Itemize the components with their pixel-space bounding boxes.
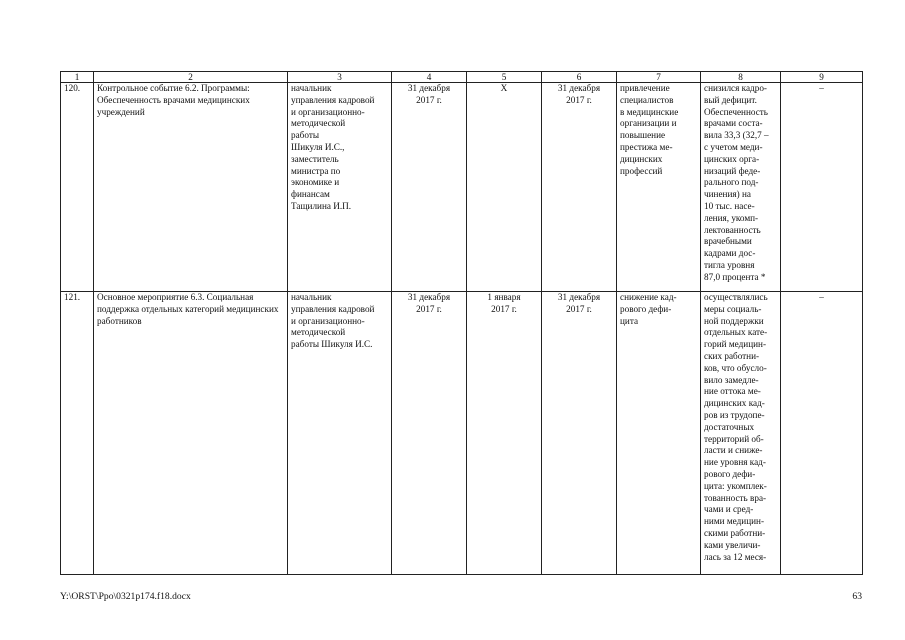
column-header: 9 bbox=[781, 72, 863, 83]
page-number: 63 bbox=[852, 591, 862, 602]
expected-result: снижение кад- рового дефи- цита bbox=[617, 292, 701, 575]
problems-cell: – bbox=[781, 292, 863, 575]
table-row bbox=[61, 83, 863, 292]
event-name: Контрольное событие 6.2. Программы: Обеспеченность врачами медицинских учреждений bbox=[94, 83, 288, 292]
responsible-person: начальник управления кадровой и организационно- методической работы Шикуля И.С. bbox=[288, 292, 392, 575]
planned-start-date: 31 декабря 2017 г. bbox=[392, 292, 467, 575]
achieved-result: осуществлялись меры социаль- ной поддержки отдельных кате- горий медицин- ских работни- ков, что обусло- вило замедле- ние оттока ме- дицинских кад- ров из трудопе- достаточных территорий об- ласти и сниже- ние уровня кад- рового дефи- цита: укомплек- тованность вра- чами и сред- ними медицин- скими работни- ками увеличи- лась за 12 меся- bbox=[701, 292, 781, 575]
row-number: 120. bbox=[61, 83, 94, 292]
problems-cell: – bbox=[781, 83, 863, 292]
footer-file-path: Y:\ORST\Ppo\0321p174.f18.docx bbox=[60, 591, 191, 602]
planned-end-date: 31 декабря 2017 г. bbox=[542, 292, 617, 575]
column-header: 6 bbox=[542, 72, 617, 83]
event-name: Основное мероприятие 6.3. Социальная поддержка отдельных категорий медицинских работников bbox=[94, 292, 288, 575]
column-header: 3 bbox=[288, 72, 392, 83]
actual-start-date: X bbox=[467, 83, 542, 292]
row-number: 121. bbox=[61, 292, 94, 575]
column-header: 1 bbox=[61, 72, 94, 83]
column-header: 7 bbox=[617, 72, 701, 83]
column-header: 4 bbox=[392, 72, 467, 83]
column-header: 8 bbox=[701, 72, 781, 83]
responsible-person: начальник управления кадровой и организационно- методической работы Шикуля И.С., заместитель министра по экономике и финансам Тащилина И.П. bbox=[288, 83, 392, 292]
table-row bbox=[61, 292, 863, 575]
actual-start-date: 1 января 2017 г. bbox=[467, 292, 542, 575]
column-header: 2 bbox=[94, 72, 288, 83]
header-row bbox=[61, 72, 863, 83]
expected-result: привлечение специалистов в медицинские организации и повышение престижа ме- дицинских профессий bbox=[617, 83, 701, 292]
planned-end-date: 31 декабря 2017 г. bbox=[542, 83, 617, 292]
report-table bbox=[60, 71, 863, 575]
planned-start-date: 31 декабря 2017 г. bbox=[392, 83, 467, 292]
column-header: 5 bbox=[467, 72, 542, 83]
achieved-result: снизился кадро- вый дефицит. Обеспеченность врачами соста- вила 33,3 (32,7 – с учетом меди- цинских орга- низаций феде- рального под- чинения) на 10 тыс. насе- ления, укомп- лектованность врачебными кадрами дос- тигла уровня 87,0 процента * bbox=[701, 83, 781, 292]
